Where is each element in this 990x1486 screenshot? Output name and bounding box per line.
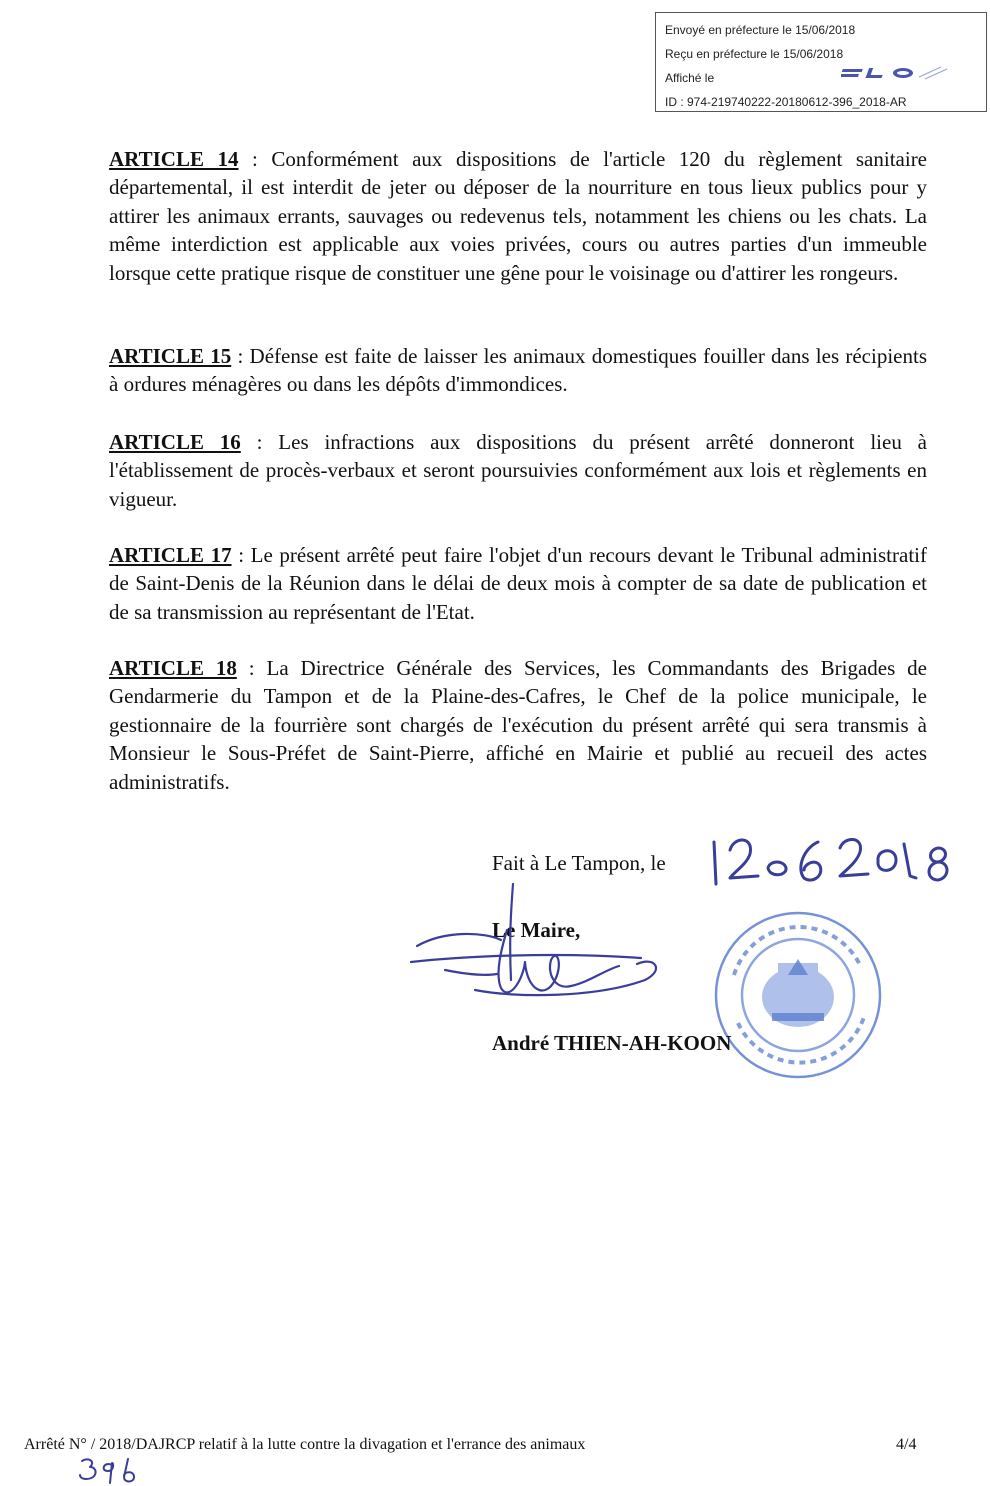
town-hall-seal xyxy=(708,905,888,1085)
place-and-date-line: Fait à Le Tampon, le xyxy=(492,851,666,875)
page-footer xyxy=(24,1436,924,1458)
stamp-sent-date: Envoyé en préfecture le 15/06/2018 xyxy=(665,23,856,37)
article-16-label: ARTICLE 16 xyxy=(109,430,241,454)
article-17-label: ARTICLE 17 xyxy=(109,543,232,567)
article-17 xyxy=(109,541,927,626)
stamp-document-id: ID : 974-219740222-20180612-396_2018-AR xyxy=(665,95,907,109)
article-18-label: ARTICLE 18 xyxy=(109,656,237,680)
article-17-text: : Le présent arrêté peut faire l'objet d'un recours devant le Tribunal administratif de Saint-Denis de la Réunion dans le délai de deux mois à compter de sa date de publication et de sa transmission au représentant de l'Etat. xyxy=(109,543,927,624)
slo-logo-mark xyxy=(841,63,951,85)
stamp-received-date: Reçu en préfecture le 15/06/2018 xyxy=(665,47,844,61)
mayor-signature xyxy=(405,870,675,1020)
handwritten-decree-number xyxy=(78,1455,148,1485)
article-16 xyxy=(109,428,927,513)
stamp-posted-label: Affiché le xyxy=(665,71,715,85)
article-15-label: ARTICLE 15 xyxy=(109,344,232,368)
handwritten-date xyxy=(700,820,970,890)
article-15 xyxy=(109,342,927,399)
article-18 xyxy=(109,654,927,796)
signer-name: André THIEN-AH-KOON xyxy=(492,1031,732,1055)
article-14-text: : Conformément aux dispositions de l'article 120 du règlement sanitaire départemental, il est interdit de jeter ou déposer de la nourriture en tous lieux publics pour y attirer les animaux errants, sauvages ou redevenus tels, notamment les chiens ou les chats. La même interdiction est applicable aux voies privées, cours ou autres parties d'un immeuble lorsque cette pratique risque de constituer une gêne pour le voisinage ou d'attirer les rongeurs. xyxy=(109,147,928,285)
article-16-text: : Les infractions aux dispositions du présent arrêté donneront lieu à l'établissement de procès-verbaux et seront poursuivies conformément aux lois et règlements en vigueur. xyxy=(109,430,927,511)
article-15-text: : Défense est faite de laisser les animaux domestiques fouiller dans les récipients à ordures ménagères ou dans les dépôts d'immondices. xyxy=(109,344,927,397)
prefecture-stamp-box xyxy=(655,12,987,112)
page-number: 4/4 xyxy=(896,1436,917,1453)
article-14-label: ARTICLE 14 xyxy=(109,147,239,171)
article-18-text: : La Directrice Générale des Services, les Commandants des Brigades de Gendarmerie du Tampon et de la Plaine-des-Cafres, le Chef de la police municipale, le gestionnaire de la fourrière sont chargés de l'exécution du présent arrêté qui sera transmis à Monsieur le Sous-Préfet de Saint-Pierre, affiché en Mairie et publié au recueil des actes administratifs. xyxy=(109,656,927,794)
mayor-title: Le Maire, xyxy=(492,918,581,942)
article-14 xyxy=(109,145,927,287)
decree-reference: Arrêté N° / 2018/DAJRCP relatif à la lutte contre la divagation et l'errance des animaux xyxy=(24,1436,586,1453)
